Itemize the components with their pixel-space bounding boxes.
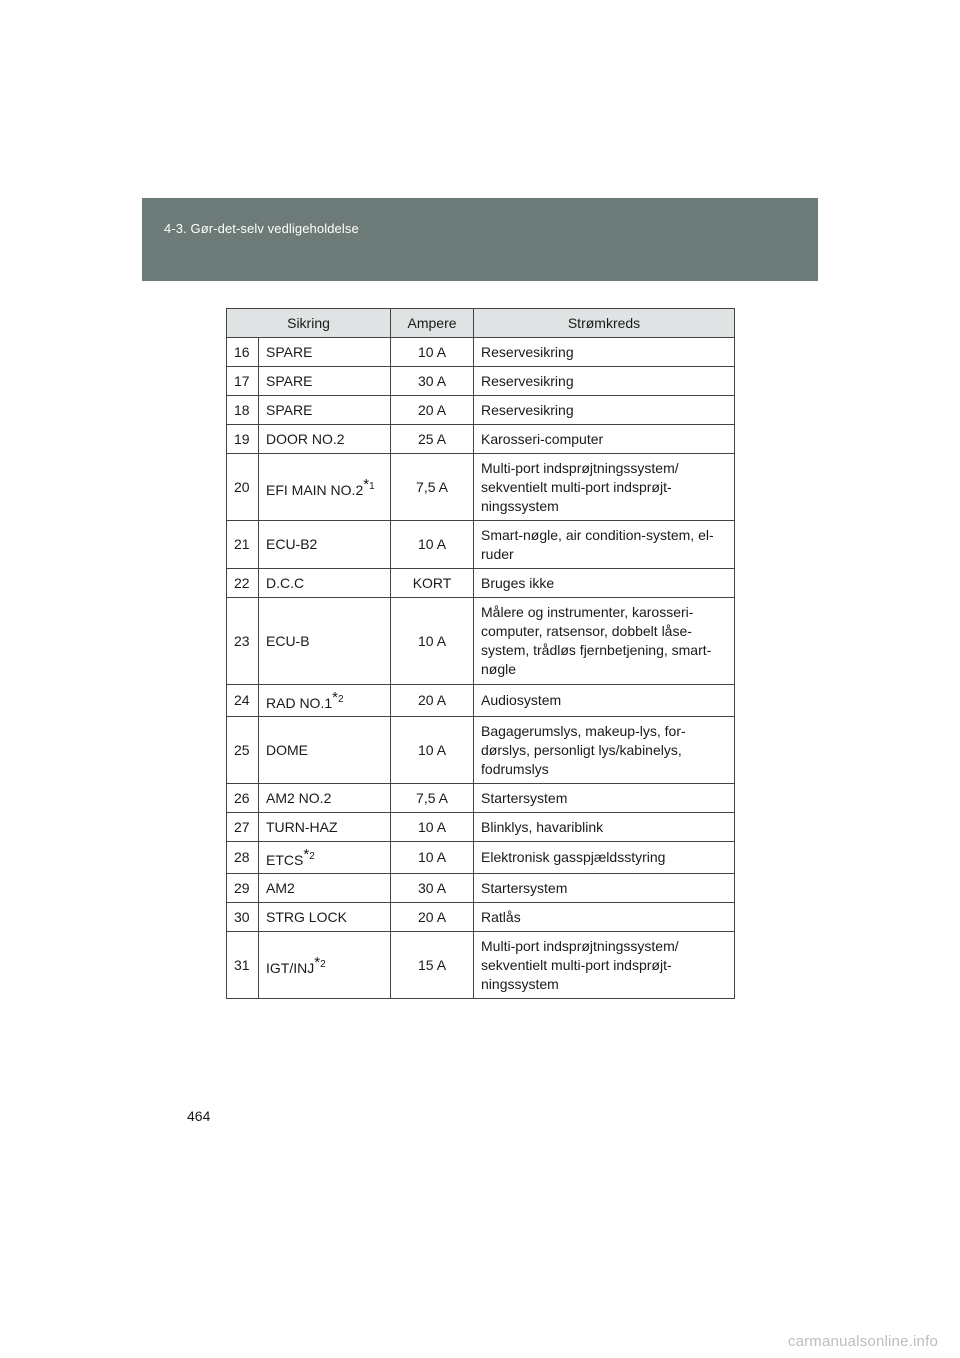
fuse-circuit: Reservesikring [474, 338, 735, 367]
fuse-ampere: 20 A [391, 903, 474, 932]
fuse-name: ECU-B2 [266, 536, 318, 552]
fuse-name-cell [259, 685, 391, 717]
fuse-name-cell [259, 396, 391, 425]
fuse-ampere: 20 A [391, 396, 474, 425]
fuse-ampere: 10 A [391, 717, 474, 784]
fuse-number: 21 [227, 521, 259, 569]
fuse-number: 17 [227, 367, 259, 396]
fuse-name-cell [259, 454, 391, 521]
fuse-name: EFI MAIN NO.2 [266, 481, 364, 498]
fuse-ampere: 10 A [391, 521, 474, 569]
fuse-name-cell [259, 425, 391, 454]
table-row [227, 932, 735, 999]
asterisk-icon: * [363, 475, 370, 493]
fuse-number: 31 [227, 932, 259, 999]
table-row [227, 338, 735, 367]
fuse-name: AM2 NO.2 [266, 789, 332, 806]
fuse-name: SPARE [266, 372, 313, 389]
fuse-ampere: 30 A [391, 367, 474, 396]
footnote-marker [363, 475, 375, 493]
fuse-ampere: KORT [391, 569, 474, 598]
asterisk-icon: * [314, 953, 321, 971]
fuse-circuit: Reservesikring [474, 367, 735, 396]
fuse-circuit: Audiosystem [474, 685, 735, 717]
fuse-name-cell [259, 874, 391, 903]
fuse-name: DOOR NO.2 [266, 430, 345, 447]
fuse-circuit: Startersystem [474, 784, 735, 813]
fuse-circuit: Startersystem [474, 874, 735, 903]
fuse-ampere: 20 A [391, 685, 474, 717]
fuse-name: DOME [266, 741, 308, 758]
fuse-number: 19 [227, 425, 259, 454]
column-header-fuse: Sikring [227, 309, 391, 338]
footnote-number: 2 [337, 694, 344, 705]
fuse-number: 16 [227, 338, 259, 367]
fuse-name-cell [259, 569, 391, 598]
section-title: 4-3. Gør-det-selv vedligeholdelse [164, 221, 359, 236]
fuse-circuit: Ratlås [474, 903, 735, 932]
table-row [227, 521, 735, 569]
fuse-ampere: 30 A [391, 874, 474, 903]
fuse-number: 25 [227, 717, 259, 784]
fuse-name: STRG LOCK [266, 908, 347, 925]
fuse-number: 28 [227, 842, 259, 874]
fuse-name-cell [259, 521, 391, 569]
asterisk-icon: * [303, 846, 310, 863]
fuse-name-cell [259, 903, 391, 932]
fuse-number: 22 [227, 569, 259, 598]
fuse-name-cell [259, 813, 391, 842]
page-number: 464 [187, 1108, 211, 1124]
column-header-ampere: Ampere [391, 309, 474, 338]
fuse-circuit: Blinklys, havariblink [474, 813, 735, 842]
fuse-name: ETCS [266, 852, 304, 868]
fuse-name: ECU-B [266, 632, 310, 649]
table-row [227, 454, 735, 521]
asterisk-icon: * [332, 689, 338, 706]
footnote-marker [303, 846, 315, 863]
table-row [227, 784, 735, 813]
fuse-circuit: Bagagerumslys, makeup-lys, for-dørslys, personligt lys/kabinelys, fodrumslys [474, 717, 735, 784]
table-row [227, 813, 735, 842]
fuse-number: 27 [227, 813, 259, 842]
footnote-marker [314, 953, 326, 971]
fuse-name-cell [259, 367, 391, 396]
footnote-number: 2 [309, 851, 315, 862]
table-row [227, 425, 735, 454]
fuse-number: 29 [227, 874, 259, 903]
fuse-number: 24 [227, 685, 259, 717]
section-header-band [142, 198, 818, 281]
table-row [227, 717, 735, 784]
fuse-ampere: 15 A [391, 932, 474, 999]
column-header-circuit: Strømkreds [474, 309, 735, 338]
fuse-circuit: Bruges ikke [474, 569, 735, 598]
table-row [227, 685, 735, 717]
table-row [227, 598, 735, 685]
table-row [227, 569, 735, 598]
fuse-circuit: Multi-port indsprøjtningssystem/ sekventielt multi-port indsprøjt-ningssystem [474, 932, 735, 999]
fuse-ampere: 7,5 A [391, 784, 474, 813]
fuse-name-cell [259, 932, 391, 999]
fuse-number: 26 [227, 784, 259, 813]
fuse-ampere: 10 A [391, 338, 474, 367]
fuse-name: SPARE [266, 343, 313, 360]
fuse-circuit: Karosseri-computer [474, 425, 735, 454]
fuse-table [226, 308, 735, 999]
fuse-name: AM2 [266, 879, 295, 896]
fuse-number: 23 [227, 598, 259, 685]
fuse-name: D.C.C [266, 574, 305, 591]
fuse-ampere: 10 A [391, 842, 474, 874]
fuse-number: 30 [227, 903, 259, 932]
fuse-number: 20 [227, 454, 259, 521]
fuse-number: 18 [227, 396, 259, 425]
footnote-number: 2 [320, 958, 326, 970]
table-header-row [227, 309, 735, 338]
table-row [227, 903, 735, 932]
footnote-marker [332, 689, 344, 706]
fuse-name: IGT/INJ [266, 959, 315, 976]
fuse-ampere: 25 A [391, 425, 474, 454]
fuse-ampere: 7,5 A [391, 454, 474, 521]
fuse-ampere: 10 A [391, 598, 474, 685]
table-row [227, 367, 735, 396]
fuse-name-cell [259, 598, 391, 685]
fuse-ampere: 10 A [391, 813, 474, 842]
table-row [227, 396, 735, 425]
fuse-name: SPARE [266, 401, 313, 418]
table-row [227, 874, 735, 903]
fuse-name: TURN-HAZ [266, 818, 338, 835]
fuse-name-cell [259, 338, 391, 367]
watermark: carmanualsonline.info [787, 1333, 938, 1350]
table-row [227, 842, 735, 874]
fuse-name: RAD NO.1 [266, 695, 333, 711]
fuse-circuit: Reservesikring [474, 396, 735, 425]
fuse-circuit: Målere og instrumenter, karosseri-computer, ratsensor, dobbelt låse-system, trådløs fjernbetjening, smart-nøgle [474, 598, 735, 685]
table-body [227, 338, 735, 999]
fuse-circuit: Elektronisk gasspjældsstyring [474, 842, 735, 874]
fuse-circuit: Multi-port indsprøjtningssystem/ sekventielt multi-port indsprøjt-ningssystem [474, 454, 735, 521]
fuse-name-cell [259, 717, 391, 784]
fuse-name-cell [259, 842, 391, 874]
fuse-name-cell [259, 784, 391, 813]
fuse-circuit: Smart-nøgle, air condition-system, el-ruder [474, 521, 735, 569]
footnote-number: 1 [369, 480, 375, 492]
